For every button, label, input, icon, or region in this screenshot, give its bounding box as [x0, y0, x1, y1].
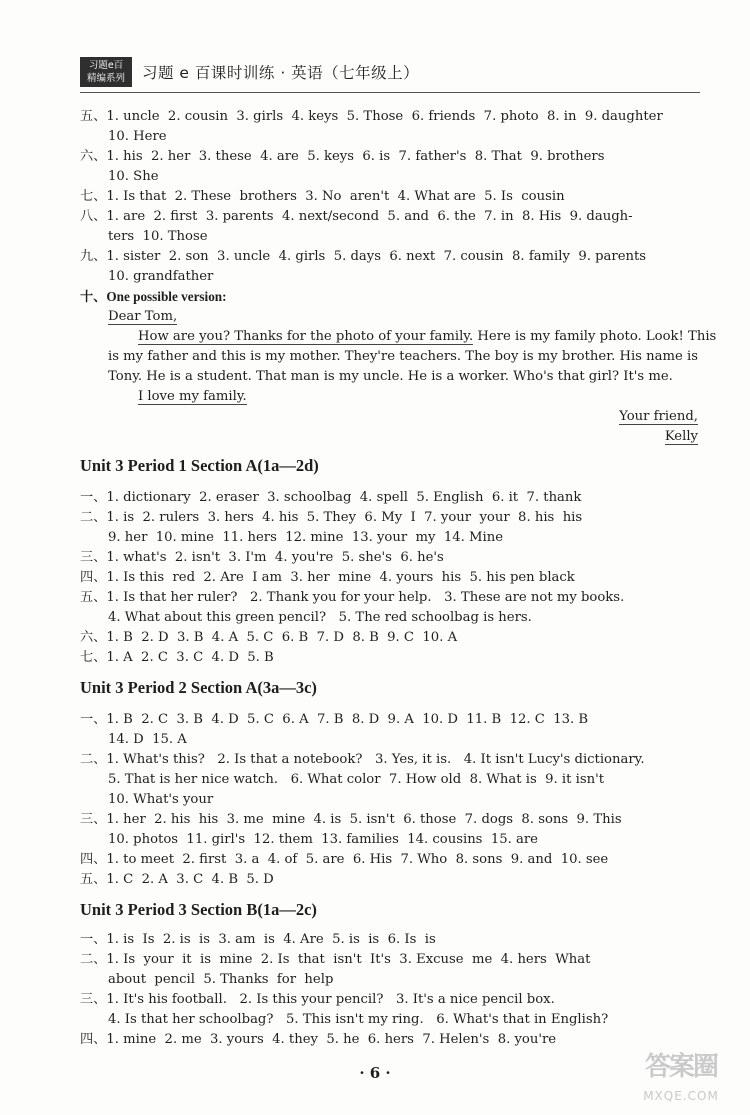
- section-title: Unit 3 Period 2 Section A(3a—3c): [80, 678, 317, 697]
- answer-line: 14. D 15. A: [108, 732, 187, 747]
- answer-line: 六、1. his 2. her 3. these 4. are 5. keys 6. is 7. father's 8. That 9. brothers: [80, 149, 605, 164]
- letter-greeting: [108, 307, 177, 327]
- letter-signature: [665, 427, 698, 447]
- watermark-top: 答案圈: [644, 1052, 717, 1082]
- answer-line: 二、1. Is your it is mine 2. Is that isn't It's 3. Excuse me 4. hers What: [80, 952, 591, 967]
- letter-line: [138, 327, 716, 347]
- answer-line: 七、1. A 2. C 3. C 4. D 5. B: [80, 650, 274, 665]
- answer-line: 10. photos 11. girl's 12. them 13. families 14. cousins 15. are: [108, 832, 538, 847]
- answer-line: 九、1. sister 2. son 3. uncle 4. girls 5. days 6. next 7. cousin 8. family 9. parents: [80, 249, 647, 264]
- header-rule: [80, 92, 700, 93]
- answer-line: 4. Is that her schoolbag? 5. This isn't my ring. 6. What's that in English?: [108, 1012, 609, 1027]
- answer-line: 三、1. what's 2. isn't 3. I'm 4. you're 5. she's 6. he's: [80, 550, 444, 565]
- letter-text: Here is my family photo. Look! This: [473, 329, 717, 344]
- watermark-bottom: MXQE.COM: [643, 1089, 719, 1103]
- answer-line: 二、1. What's this? 2. Is that a notebook? 3. Yes, it is. 4. It isn't Lucy's dictionary.: [80, 752, 645, 767]
- answer-line: 5. That is her nice watch. 6. What color 7. How old 8. What is 9. it isn't: [108, 772, 605, 787]
- answer-line: 4. What about this green pencil? 5. The red schoolbag is hers.: [108, 610, 532, 625]
- closing-text: Your friend,: [619, 409, 698, 424]
- answer-line: 三、1. It's his football. 2. Is this your pencil? 3. It's a nice pencil box.: [80, 992, 555, 1007]
- answer-line: 四、1. mine 2. me 3. yours 4. they 5. he 6. hers 7. Helen's 8. you're: [80, 1032, 557, 1047]
- answer-line: 五、1. uncle 2. cousin 3. girls 4. keys 5. Those 6. friends 7. photo 8. in 9. daughter: [80, 109, 663, 124]
- letter-line: is my father and this is my mother. They're teachers. The boy is my brother. His name is: [108, 349, 698, 364]
- answer-line: 9. her 10. mine 11. hers 12. mine 13. your my 14. Mine: [108, 530, 504, 545]
- book-title: 习题 e 百课时训练 · 英语（七年级上）: [142, 64, 420, 82]
- answer-line: 10. What's your: [108, 792, 214, 807]
- answer-line: 五、1. Is that her ruler? 2. Thank you for your help. 3. These are not my books.: [80, 590, 625, 605]
- logo-line: 习题e百: [88, 60, 124, 71]
- answer-line: 一、1. is Is 2. is is 3. am is 4. Are 5. is is 6. Is is: [80, 932, 436, 947]
- answer-line: 四、1. to meet 2. first 3. a 4. of 5. are 6. His 7. Who 8. sons 9. and 10. see: [80, 852, 609, 867]
- letter-closing: [619, 407, 698, 427]
- answer-line: 10. Here: [108, 129, 167, 144]
- answer-line: about pencil 5. Thanks for help: [108, 972, 334, 987]
- answer-line: 七、1. Is that 2. These brothers 3. No aren't 4. What are 5. Is cousin: [80, 189, 565, 204]
- section-title: Unit 3 Period 3 Section B(1a—2c): [80, 900, 317, 919]
- letter-underlined: I love my family.: [138, 389, 247, 404]
- answer-line: 10. She: [108, 169, 159, 184]
- answer-line: 四、1. Is this red 2. Are I am 3. her mine 4. yours his 5. his pen black: [80, 570, 575, 585]
- series-logo: [80, 57, 132, 87]
- answer-line: 三、1. her 2. his his 3. me mine 4. is 5. isn't 6. those 7. dogs 8. sons 9. This: [80, 812, 622, 827]
- answer-line: 六、1. B 2. D 3. B 4. A 5. C 6. B 7. D 8. B 9. C 10. A: [80, 630, 458, 645]
- answer-line: ters 10. Those: [108, 229, 208, 244]
- answer-line: 八、1. are 2. first 3. parents 4. next/second 5. and 6. the 7. in 8. His 9. daugh-: [80, 209, 633, 224]
- logo-line: 精编系列: [86, 73, 125, 84]
- signature-text: Kelly: [664, 429, 698, 444]
- letter-line: [138, 387, 247, 407]
- answer-line: 五、1. C 2. A 3. C 4. B 5. D: [80, 872, 274, 887]
- greeting-text: Dear Tom,: [108, 309, 178, 324]
- page-header: [80, 58, 419, 86]
- answer-line: 十、One possible version:: [80, 289, 227, 304]
- answer-line: 二、1. is 2. rulers 3. hers 4. his 5. They 6. My I 7. your your 8. his his: [80, 510, 583, 525]
- answer-line: 10. grandfather: [108, 269, 214, 284]
- section-title: Unit 3 Period 1 Section A(1a—2d): [80, 456, 319, 475]
- letter-line: Tony. He is a student. That man is my uncle. He is a worker. Who's that girl? It's me.: [108, 369, 673, 384]
- page-number: · 6 ·: [359, 1064, 391, 1082]
- answer-line: 一、1. B 2. C 3. B 4. D 5. C 6. A 7. B 8. D 9. A 10. D 11. B 12. C 13. B: [80, 712, 589, 727]
- answer-line: 一、1. dictionary 2. eraser 3. schoolbag 4. spell 5. English 6. it 7. thank: [80, 490, 582, 505]
- letter-underlined: How are you? Thanks for the photo of your family.: [138, 329, 474, 344]
- watermark-logo: [622, 1050, 740, 1108]
